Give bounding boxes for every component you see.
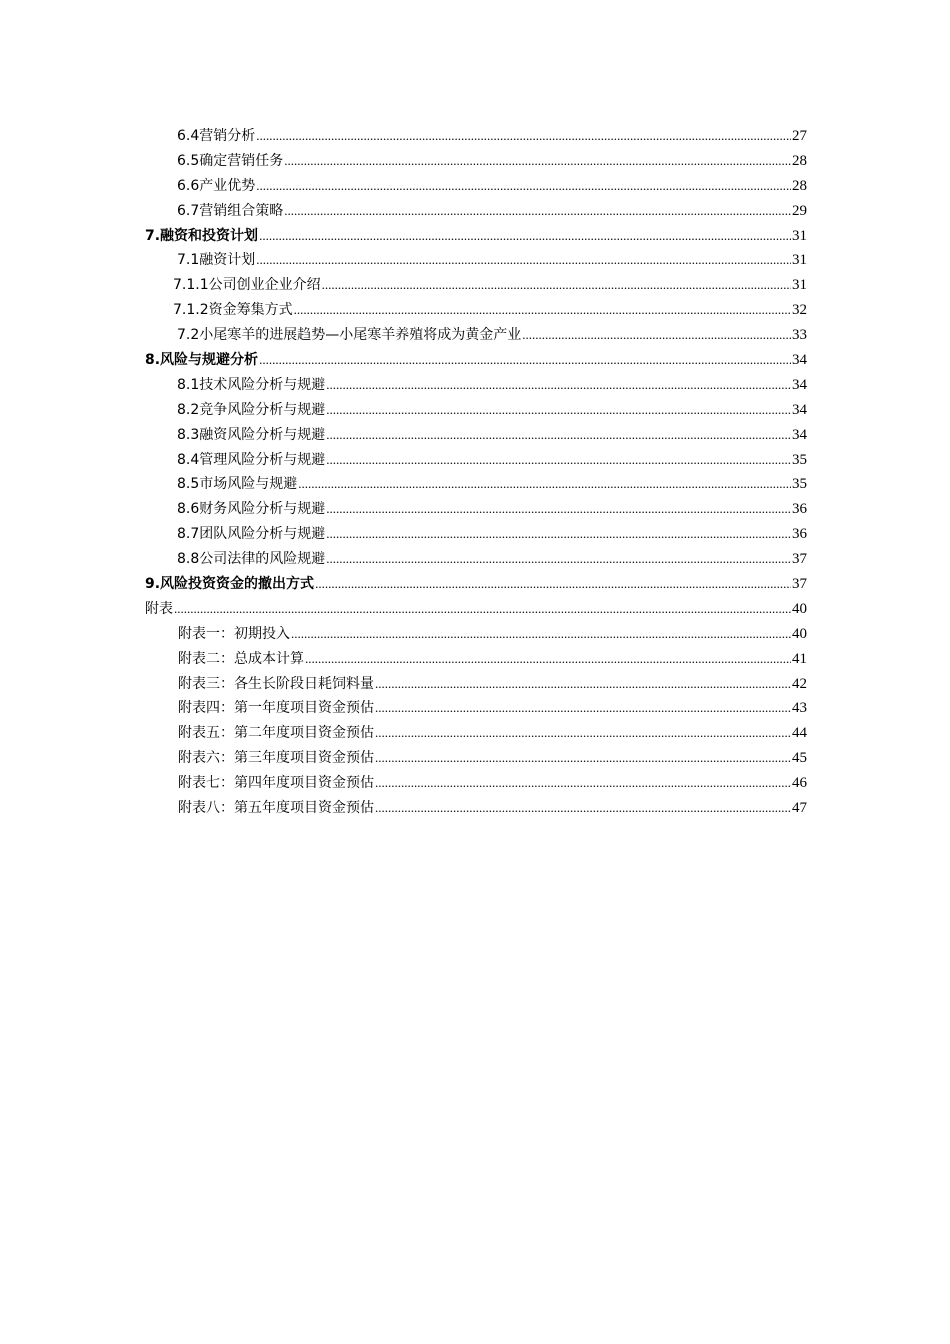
toc-entry[interactable] — [145, 597, 807, 622]
toc-entry-title: 附表七：第四年度项目资金预估 — [178, 775, 374, 792]
toc-entry[interactable] — [145, 174, 807, 199]
toc-page-number: 43 — [792, 700, 807, 717]
toc-leader-dots — [326, 448, 791, 473]
toc-entry-title: 附表一：初期投入 — [178, 625, 290, 642]
toc-entry[interactable] — [145, 721, 807, 746]
toc-leader-dots — [375, 746, 791, 771]
toc-leader-dots — [298, 472, 791, 497]
toc-page-number: 45 — [792, 750, 807, 767]
toc-entry[interactable] — [145, 248, 807, 273]
toc-page-number: 36 — [792, 526, 807, 543]
toc-page-number: 37 — [792, 551, 807, 568]
toc-page-number: 34 — [792, 401, 807, 418]
toc-entry-title: 8.风险与规避分析 — [145, 352, 259, 369]
toc-entry[interactable] — [145, 298, 807, 323]
toc-entry-title: 6.4营销分析 — [177, 128, 256, 144]
toc-page-number: 46 — [792, 775, 807, 792]
toc-page-number: 34 — [792, 376, 807, 393]
toc-entry[interactable] — [145, 124, 807, 149]
toc-entry[interactable] — [145, 771, 807, 796]
toc-entry[interactable] — [145, 448, 807, 473]
toc-leader-dots — [322, 273, 791, 298]
toc-entry-title: 7.1.2资金筹集方式 — [173, 302, 293, 319]
toc-leader-dots — [315, 572, 791, 597]
toc-page-number: 47 — [792, 800, 807, 817]
toc-leader-dots — [326, 373, 791, 398]
toc-page-number: 36 — [792, 501, 807, 518]
toc-leader-dots — [294, 298, 791, 323]
toc-leader-dots — [284, 199, 791, 224]
toc-page-number: 40 — [792, 600, 807, 617]
toc-entry-title: 8.3融资风险分析与规避 — [177, 426, 326, 443]
toc-leader-dots — [284, 149, 791, 174]
toc-entry[interactable] — [145, 572, 807, 597]
toc-page-number: 35 — [792, 476, 807, 493]
toc-leader-dots — [326, 398, 791, 423]
toc-page-number: 27 — [792, 128, 807, 144]
toc-entry[interactable] — [145, 547, 807, 572]
toc-leader-dots — [259, 224, 791, 249]
toc-leader-dots — [326, 522, 791, 547]
toc-page-number: 34 — [792, 426, 807, 443]
toc-entry[interactable] — [145, 423, 807, 448]
toc-entry[interactable] — [145, 672, 807, 697]
toc-page-number: 42 — [792, 675, 807, 692]
toc-page-number: 37 — [792, 576, 807, 593]
toc-entry[interactable] — [145, 199, 807, 224]
toc-entry-title: 附表三：各生长阶段日耗饲料量 — [178, 675, 374, 692]
toc-leader-dots — [305, 647, 791, 672]
toc-leader-dots — [326, 423, 791, 448]
toc-leader-dots — [375, 796, 791, 821]
toc-entry[interactable] — [145, 224, 807, 249]
toc-leader-dots — [256, 174, 791, 199]
toc-page-number: 31 — [792, 252, 807, 269]
toc-entry-title: 附表四：第一年度项目资金预估 — [178, 700, 374, 717]
toc-entry-title: 6.7营销组合策略 — [177, 202, 284, 219]
toc-leader-dots — [375, 672, 791, 697]
toc-entry[interactable] — [145, 273, 807, 298]
toc-entry[interactable] — [145, 373, 807, 398]
toc-page-number: 33 — [792, 327, 807, 344]
toc-entry[interactable] — [145, 398, 807, 423]
toc-page-number: 29 — [792, 202, 807, 219]
toc-entry-title: 附表八：第五年度项目资金预估 — [178, 800, 374, 817]
toc-entry[interactable] — [145, 647, 807, 672]
toc-entry-title: 附表五：第二年度项目资金预估 — [178, 725, 374, 742]
toc-entry-title: 附表 — [145, 600, 173, 617]
toc-entry-title: 附表六：第三年度项目资金预估 — [178, 750, 374, 767]
toc-entry[interactable] — [145, 149, 807, 174]
toc-entry-title: 8.2竞争风险分析与规避 — [177, 401, 326, 418]
toc-leader-dots — [326, 497, 791, 522]
toc-entry[interactable] — [145, 622, 807, 647]
toc-leader-dots — [375, 771, 791, 796]
toc-leader-dots — [375, 721, 791, 746]
toc-entry-title: 7.融资和投资计划 — [145, 227, 259, 244]
toc-page-number: 31 — [792, 277, 807, 294]
toc-entry[interactable] — [145, 348, 807, 373]
toc-entry-title: 7.2小尾寒羊的进展趋势—小尾寒羊养殖将成为黄金产业 — [177, 327, 522, 344]
toc-entry-title: 6.5确定营销任务 — [177, 152, 284, 169]
table-of-contents — [145, 124, 807, 821]
toc-leader-dots — [375, 696, 791, 721]
toc-leader-dots — [174, 597, 791, 622]
toc-entry-title: 8.6财务风险分析与规避 — [177, 501, 326, 518]
toc-page-number: 31 — [792, 227, 807, 244]
toc-page-number: 35 — [792, 451, 807, 468]
toc-entry-title: 8.1技术风险分析与规避 — [177, 376, 326, 393]
toc-page-number: 34 — [792, 352, 807, 369]
toc-entry-title: 7.1.1公司创业企业介绍 — [173, 277, 321, 294]
toc-entry-title: 9.风险投资资金的撤出方式 — [145, 576, 315, 593]
toc-entry[interactable] — [145, 497, 807, 522]
toc-leader-dots — [326, 547, 791, 572]
toc-entry-title: 8.8公司法律的风险规避 — [177, 551, 326, 568]
toc-leader-dots — [256, 124, 791, 149]
toc-page-number: 44 — [792, 725, 807, 742]
toc-page-number: 40 — [792, 625, 807, 642]
toc-leader-dots — [522, 323, 791, 348]
toc-entry[interactable] — [145, 746, 807, 771]
toc-page-number: 32 — [792, 302, 807, 319]
toc-entry[interactable] — [145, 472, 807, 497]
toc-entry[interactable] — [145, 796, 807, 821]
toc-page-number: 28 — [792, 177, 807, 194]
toc-entry-title: 6.6产业优势 — [177, 177, 256, 194]
toc-leader-dots — [256, 248, 791, 273]
toc-entry-title: 8.5市场风险与规避 — [177, 476, 298, 493]
toc-entry-title: 7.1融资计划 — [177, 252, 256, 269]
toc-leader-dots — [291, 622, 791, 647]
toc-entry[interactable] — [145, 323, 807, 348]
toc-leader-dots — [259, 348, 791, 373]
toc-page-number: 41 — [792, 650, 807, 667]
toc-entry[interactable] — [145, 522, 807, 547]
toc-entry[interactable] — [145, 696, 807, 721]
toc-entry-title: 8.7团队风险分析与规避 — [177, 526, 326, 543]
toc-page-number: 28 — [792, 152, 807, 169]
toc-entry-title: 8.4管理风险分析与规避 — [177, 451, 326, 468]
toc-entry-title: 附表二：总成本计算 — [178, 650, 304, 667]
